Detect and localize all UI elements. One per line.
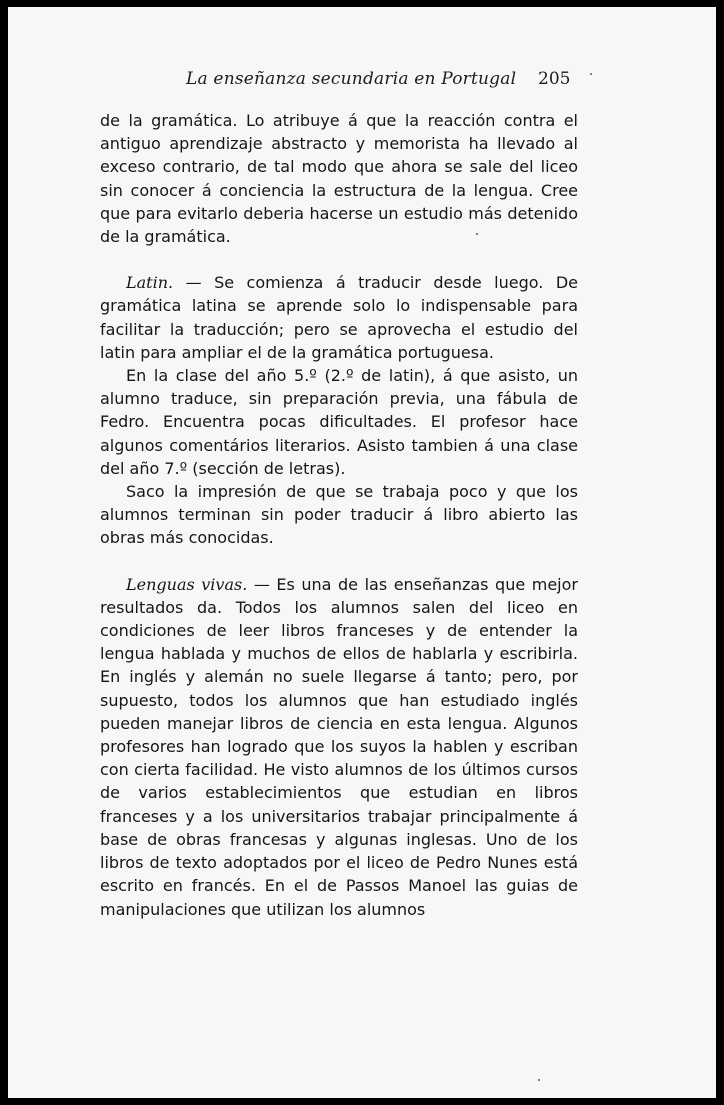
paragraph-text: Saco la impresión de que se trabaja poco y que los alumnos terminan sin poder traducir á libro abierto las obras más conocidas. — [100, 482, 578, 548]
running-head-title: La enseñanza secundaria en Portugal — [186, 69, 517, 89]
body-text — [100, 109, 578, 921]
page-number: 205 — [538, 69, 571, 89]
paragraph-latin — [100, 271, 578, 364]
section-lead-latin: Latin. — [126, 273, 174, 293]
running-head — [8, 69, 716, 93]
paragraph-text: — Se comienza á traducir desde luego. De gramática latina se aprende solo lo indispensable para facilitar la traducción; pero se aprovecha el estudio del latin para ampliar el de la gramática portuguesa. — [100, 273, 578, 362]
paragraph-clase-ano-5 — [100, 364, 578, 480]
scan-speck — [590, 73, 592, 75]
paragraph-impresion — [100, 480, 578, 550]
paragraph-text: En la clase del año 5.º (2.º de latin), á que asisto, un alumno traduce, sin preparación previa, una fábula de Fedro. Encuentra pocas dificultades. El profesor hace algunos comentários literarios. Asisto tambien á una clase del año 7.º (sección de letras). — [100, 366, 578, 478]
book-page — [8, 7, 716, 1098]
scan-speck — [538, 1079, 540, 1081]
paragraph-text: — Es una de las enseñanzas que mejor resultados da. Todos los alumnos salen del liceo en condiciones de leer libros franceses y de entender la lengua hablada y muchos de ellos de hablarla y escribirla. En inglés y alemán no suele llegarse á tanto; pero, por supuesto, todos los alumnos que han estudiado inglés pueden manejar libros de ciencia en esta lengua. Algunos profesores han logrado que los suyos la hablen y escriban con cierta facilidad. He visto alumnos de los últimos cursos de varios establecimientos que estudian en libros franceses y a los universitarios trabajar principalmente á base de obras francesas y algunas inglesas. Uno de los libros de texto adoptados por el liceo de Pedro Nunes está escrito en francés. En el de Passos Manoel las guias de manipulaciones que utilizan los alumnos — [100, 574, 578, 919]
section-lead-lenguas-vivas: Lenguas vivas. — [126, 574, 248, 594]
paragraph-lenguas-vivas — [100, 573, 578, 921]
paragraph-gramatica-continuation — [100, 109, 578, 248]
scan-speck — [476, 233, 478, 235]
paragraph-text: de la gramática. Lo atribuye á que la reacción contra el antiguo aprendizaje abstracto y memorista ha llevado al exceso contrario, de tal modo que ahora se sale del liceo sin conocer á conciencia la estructura de la lengua. Cree que para evitarlo deberia hacerse un estudio más detenido de la gramática. — [100, 111, 578, 247]
